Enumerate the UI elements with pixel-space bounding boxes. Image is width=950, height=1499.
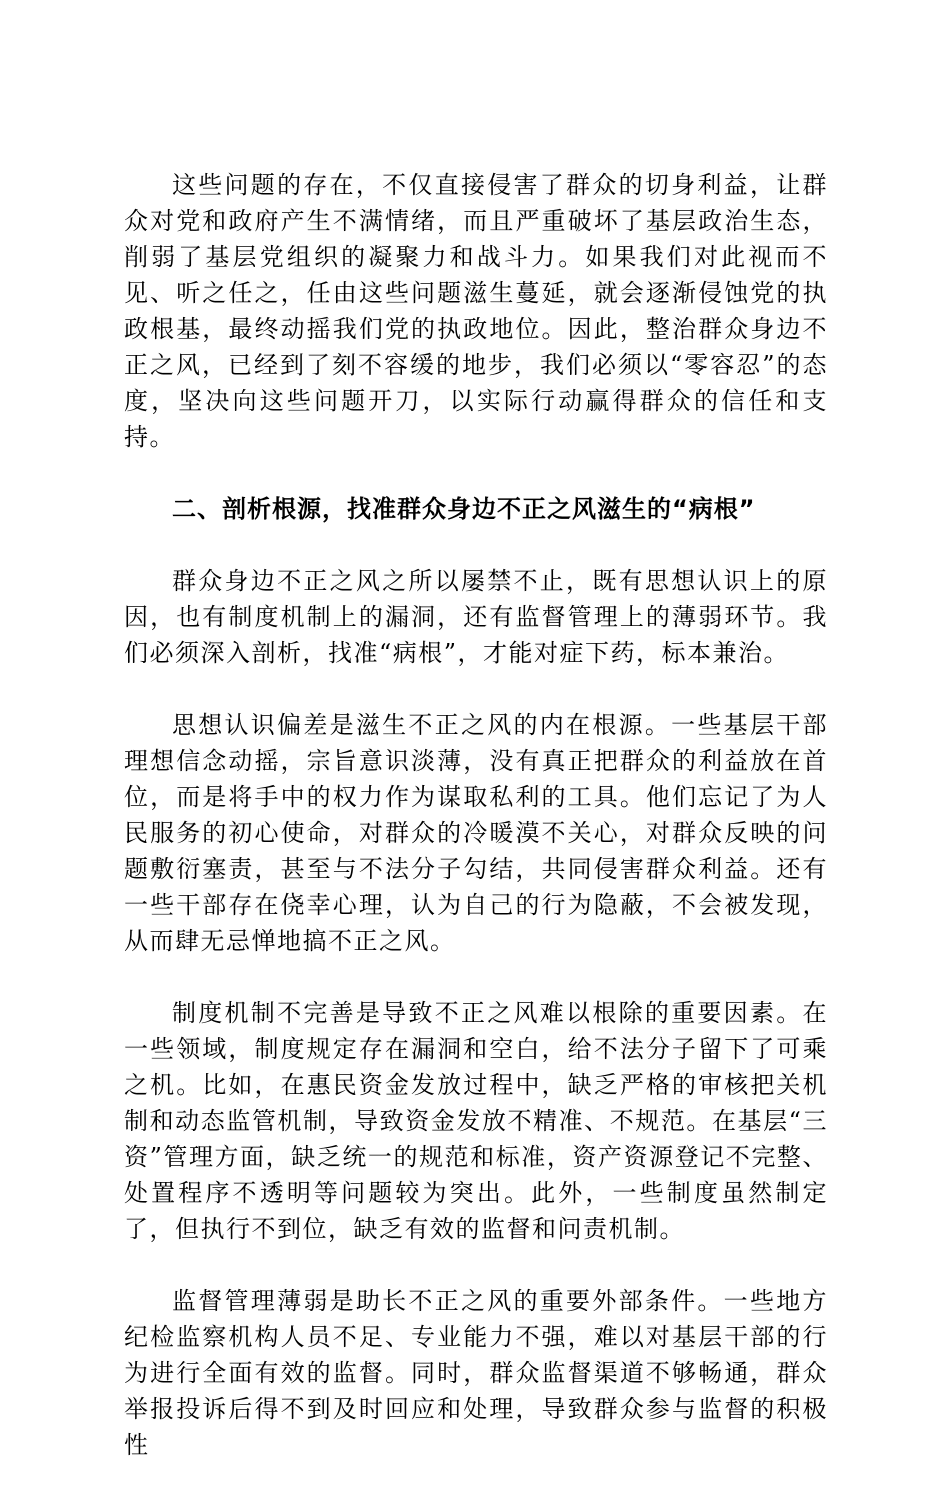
paragraph-thinking: 思想认识偏差是滋生不正之风的内在根源。一些基层干部理想信念动摇，宗旨意识淡薄，没有真正把群众的利益放在首位，而是将手中的权力作为谋取私利的工具。他们忘记了为人民服务的初心使命，对群众的冷暖漠不关心，对群众反映的问题敷衍塞责，甚至与不法分子勾结，共同侵害群众利益。还有一些干部存在侥幸心理，认为自己的行为隐蔽，不会被发现，从而肆无忌惮地搞不正之风。 <box>124 711 828 955</box>
paragraph-supervision: 监督管理薄弱是助长不正之风的重要外部条件。一些地方纪检监察机构人员不足、专业能力不强，难以对基层干部的行为进行全面有效的监督。同时，群众监督渠道不够畅通，群众举报投诉后得不到及时回应和处理，导致群众参与监督的积极性 <box>124 1287 828 1459</box>
paragraph-intro: 这些问题的存在，不仅直接侵害了群众的切身利益，让群众对党和政府产生不满情绪，而且严重破坏了基层政治生态，削弱了基层党组织的凝聚力和战斗力。如果我们对此视而不见、听之任之，任由这些问题滋生蔓延，就会逐渐侵蚀党的执政根基，最终动摇我们党的执政地位。因此，整治群众身边不正之风，已经到了刻不容缓的地步，我们必须以“零容忍”的态度，坚决向这些问题开刀，以实际行动赢得群众的信任和支持。 <box>124 171 828 451</box>
paragraph-overview: 群众身边不正之风之所以屡禁不止，既有思想认识上的原因，也有制度机制上的漏洞，还有监督管理上的薄弱环节。我们必须深入剖析，找准“病根”，才能对症下药，标本兼治。 <box>124 567 828 667</box>
section-heading: 二、剖析根源，找准群众身边不正之风滋生的“病根” <box>172 495 756 523</box>
paragraph-institution: 制度机制不完善是导致不正之风难以根除的重要因素。在一些领域，制度规定存在漏洞和空白，给不法分子留下了可乘之机。比如，在惠民资金发放过程中，缺乏严格的审核把关机制和动态监管机制，导致资金发放不精准、不规范。在基层“三资”管理方面，缺乏统一的规范和标准，资产资源登记不完整、处置程序不透明等问题较为突出。此外，一些制度虽然制定了，但执行不到位，缺乏有效的监督和问责机制。 <box>124 999 828 1243</box>
document-body <box>124 167 828 1499</box>
